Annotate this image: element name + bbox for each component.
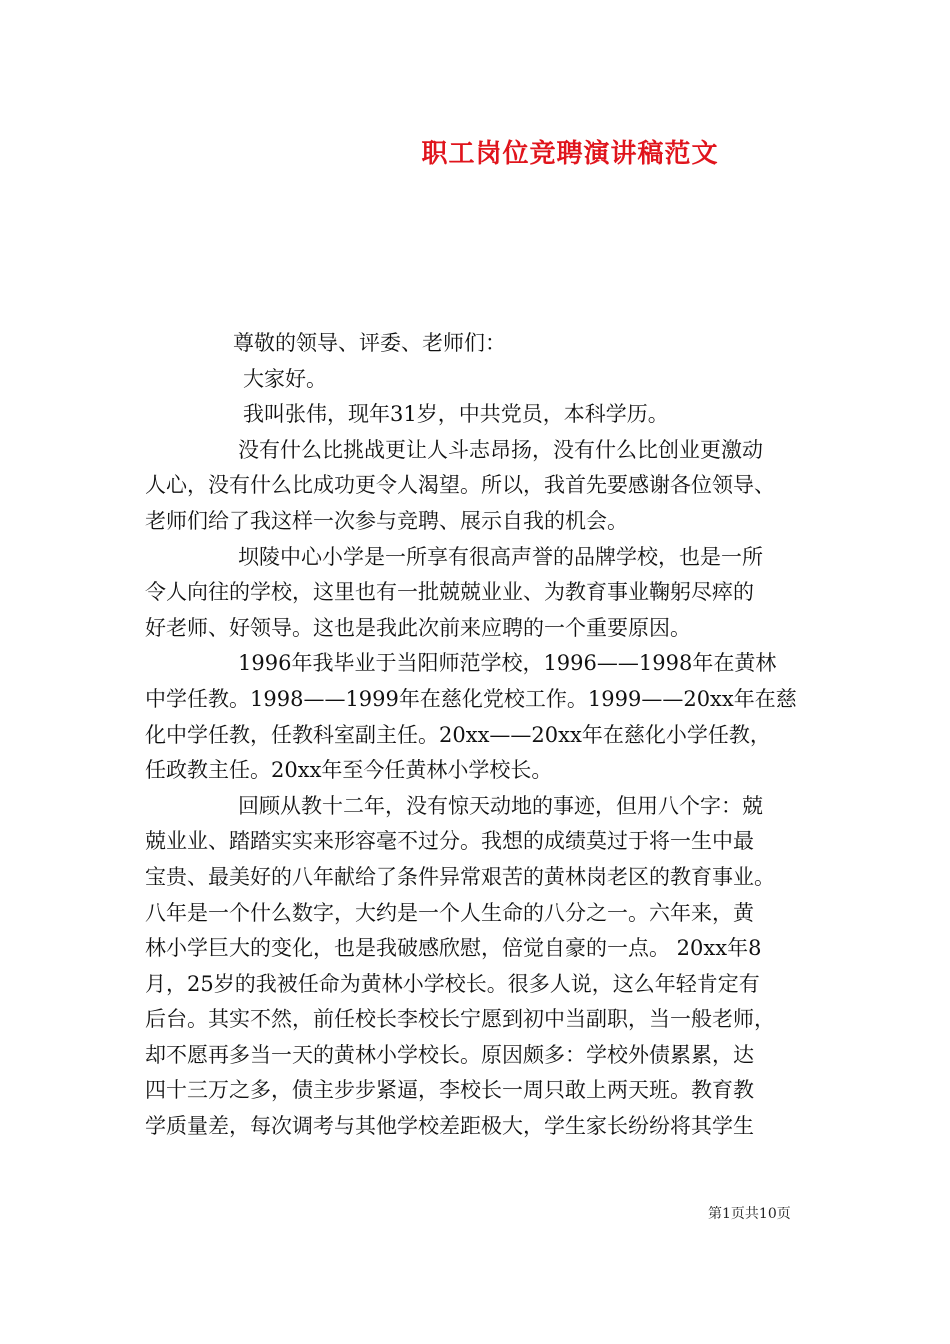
text-line: 好老师、好领导。这也是我此次前来应聘的一个重要原因。 <box>145 615 691 640</box>
text-line: 1996年我毕业于当阳师范学校，1996——1998年在黄林 <box>238 651 777 676</box>
text-line: 后台。其实不然，前任校长李校长宁愿到初中当副职，当一般老师， <box>145 1007 775 1032</box>
text-line: 化中学任教，任教科室副主任。20xx——20xx年在慈化小学任教， <box>145 722 771 747</box>
text-line: 回顾从教十二年，没有惊天动地的事迹，但用八个字：兢 <box>238 793 763 818</box>
document-title: 职工岗位竞聘演讲稿范文 <box>421 139 719 169</box>
page-footer: 第1页共10页 <box>708 1206 791 1222</box>
text-line: 兢业业、踏踏实实来形容毫不过分。我想的成绩莫过于将一生中最 <box>145 829 754 854</box>
text-line: 令人向往的学校，这里也有一批兢兢业业、为教育事业鞠躬尽瘁的 <box>145 580 754 605</box>
text-line: 却不愿再多当一天的黄林小学校长。原因颇多：学校外债累累，达 <box>145 1042 754 1067</box>
text-line: 没有什么比挑战更让人斗志昂扬，没有什么比创业更激动 <box>238 437 763 462</box>
text-line: 尊敬的领导、评委、老师们： <box>233 331 506 355</box>
text-line: 月，25岁的我被任命为黄林小学校长。很多人说，这么年轻肯定有 <box>145 971 760 996</box>
document-body <box>145 326 810 1145</box>
text-line: 老师们给了我这样一次参与竞聘、展示自我的机会。 <box>145 508 628 533</box>
text-line: 我叫张伟，现年31岁，中共党员，本科学历。 <box>243 402 669 427</box>
text-line: 任政教主任。20xx年至今任黄林小学校长。 <box>145 758 553 783</box>
text-line: 学质量差，每次调考与其他学校差距极大，学生家长纷纷将其学生 <box>145 1114 754 1139</box>
text-line: 坝陵中心小学是一所享有很高声誉的品牌学校，也是一所 <box>238 544 763 569</box>
text-line: 人心，没有什么比成功更令人渴望。所以，我首先要感谢各位领导、 <box>145 473 775 498</box>
text-line: 四十三万之多，债主步步紧逼，李校长一周只敢上两天班。教育教 <box>145 1078 754 1103</box>
text-line: 八年是一个什么数字，大约是一个人生命的八分之一。六年来，黄 <box>145 900 754 925</box>
text-line: 林小学巨大的变化，也是我破感欣慰，倍觉自豪的一点。 20xx年8 <box>145 936 762 961</box>
text-line: 大家好。 <box>243 366 327 391</box>
text-line: 中学任教。1998——1999年在慈化党校工作。1999——20xx年在慈 <box>145 686 797 711</box>
text-line: 宝贵、最美好的八年献给了条件异常艰苦的黄林岗老区的教育事业。 <box>145 864 775 889</box>
